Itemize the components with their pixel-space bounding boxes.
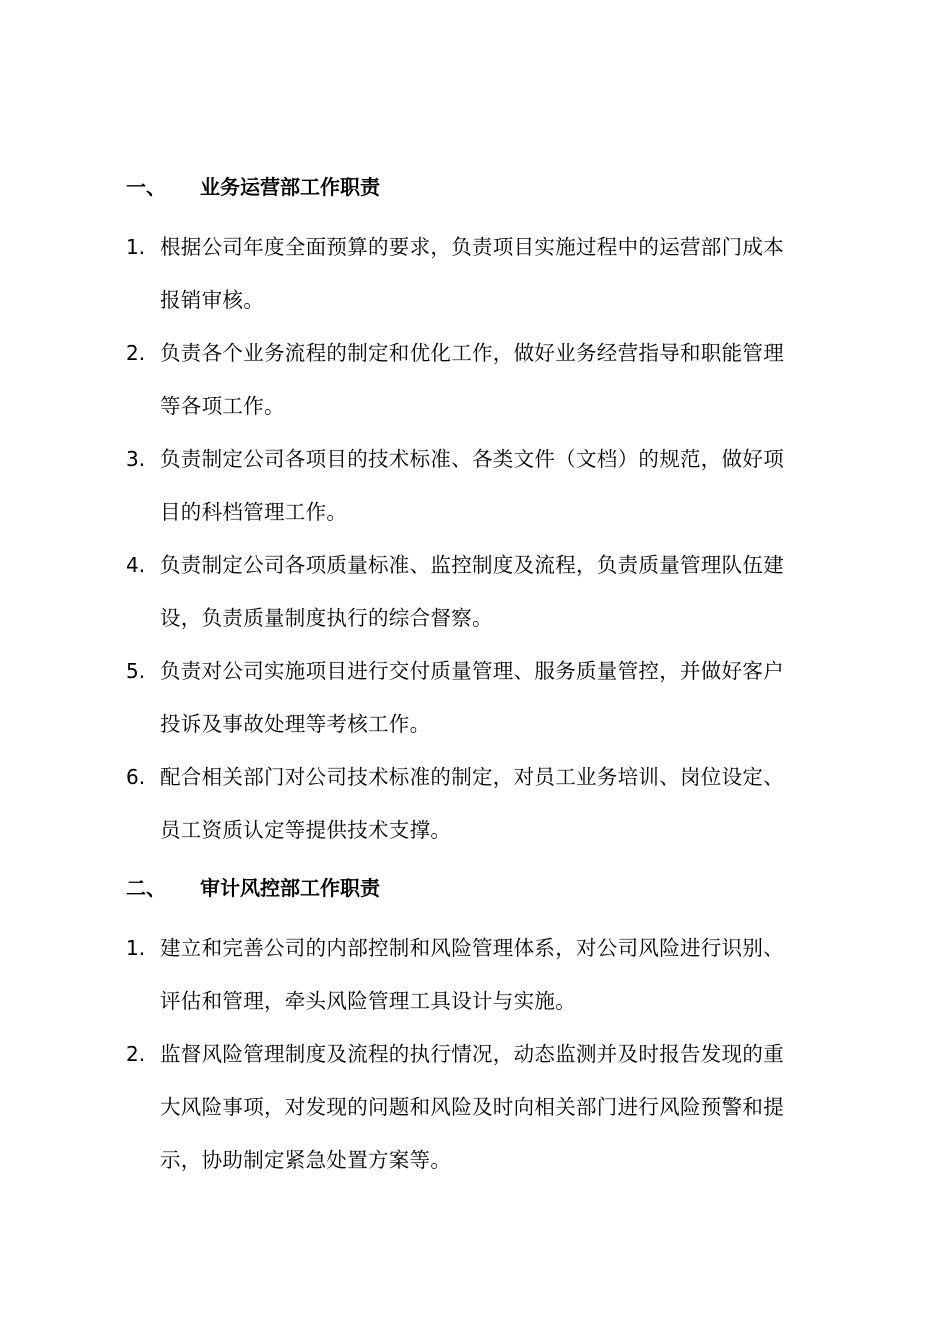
item-line: 配合相关部门对公司技术标准的制定，对员工业务培训、岗位设定、 bbox=[160, 765, 784, 789]
list-item bbox=[0, 433, 950, 539]
list-item bbox=[0, 221, 950, 327]
item-number: 2. bbox=[126, 1042, 146, 1066]
item-line: 负责各个业务流程的制定和优化工作，做好业务经营指导和职能管理 bbox=[160, 341, 784, 365]
item-text bbox=[160, 751, 836, 857]
item-line: 大风险事项，对发现的问题和风险及时向相关部门进行风险预警和提 bbox=[160, 1095, 784, 1119]
item-number: 2. bbox=[126, 341, 146, 365]
item-text bbox=[160, 539, 836, 645]
list-item bbox=[0, 645, 950, 751]
list-item bbox=[0, 922, 950, 1028]
item-text bbox=[160, 922, 836, 1028]
item-line: 评估和管理，牵头风险管理工具设计与实施。 bbox=[160, 989, 576, 1013]
section-audit-risk-control bbox=[0, 866, 950, 1187]
section-heading bbox=[0, 165, 950, 209]
item-number: 1. bbox=[126, 235, 146, 259]
item-number: 4. bbox=[126, 553, 146, 577]
item-text bbox=[160, 327, 836, 433]
item-text bbox=[160, 221, 836, 327]
section-number: 二、 bbox=[126, 876, 166, 900]
section-heading bbox=[0, 866, 950, 910]
list-item bbox=[0, 539, 950, 645]
item-number: 3. bbox=[126, 447, 146, 471]
item-line: 负责制定公司各项目的技术标准、各类文件（文档）的规范，做好项 bbox=[160, 447, 784, 471]
item-line: 监督风险管理制度及流程的执行情况，动态监测并及时报告发现的重 bbox=[160, 1042, 784, 1066]
item-line: 报销审核。 bbox=[160, 288, 264, 312]
item-text bbox=[160, 645, 836, 751]
section-number: 一、 bbox=[126, 175, 166, 199]
item-text bbox=[160, 1028, 836, 1187]
item-line: 目的科档管理工作。 bbox=[160, 500, 348, 524]
item-number: 1. bbox=[126, 936, 146, 960]
item-line: 投诉及事故处理等考核工作。 bbox=[160, 712, 431, 736]
item-text bbox=[160, 433, 836, 539]
duty-list bbox=[0, 221, 950, 857]
list-item bbox=[0, 1028, 950, 1187]
item-line: 负责制定公司各项质量标准、监控制度及流程，负责质量管理队伍建 bbox=[160, 553, 784, 577]
duty-list bbox=[0, 922, 950, 1187]
list-item bbox=[0, 327, 950, 433]
item-line: 等各项工作。 bbox=[160, 394, 285, 418]
item-line: 员工资质认定等提供技术支撑。 bbox=[160, 818, 452, 842]
section-business-operations bbox=[0, 165, 950, 857]
item-line: 负责对公司实施项目进行交付质量管理、服务质量管控，并做好客户 bbox=[160, 659, 784, 683]
item-line: 设，负责质量制度执行的综合督察。 bbox=[160, 606, 493, 630]
section-title: 业务运营部工作职责 bbox=[200, 175, 380, 199]
section-title: 审计风控部工作职责 bbox=[200, 876, 380, 900]
item-number: 5. bbox=[126, 659, 146, 683]
item-line: 建立和完善公司的内部控制和风险管理体系，对公司风险进行识别、 bbox=[160, 936, 784, 960]
list-item bbox=[0, 751, 950, 857]
item-number: 6. bbox=[126, 765, 146, 789]
item-line: 根据公司年度全面预算的要求，负责项目实施过程中的运营部门成本 bbox=[160, 235, 784, 259]
item-line: 示，协助制定紧急处置方案等。 bbox=[160, 1148, 452, 1172]
